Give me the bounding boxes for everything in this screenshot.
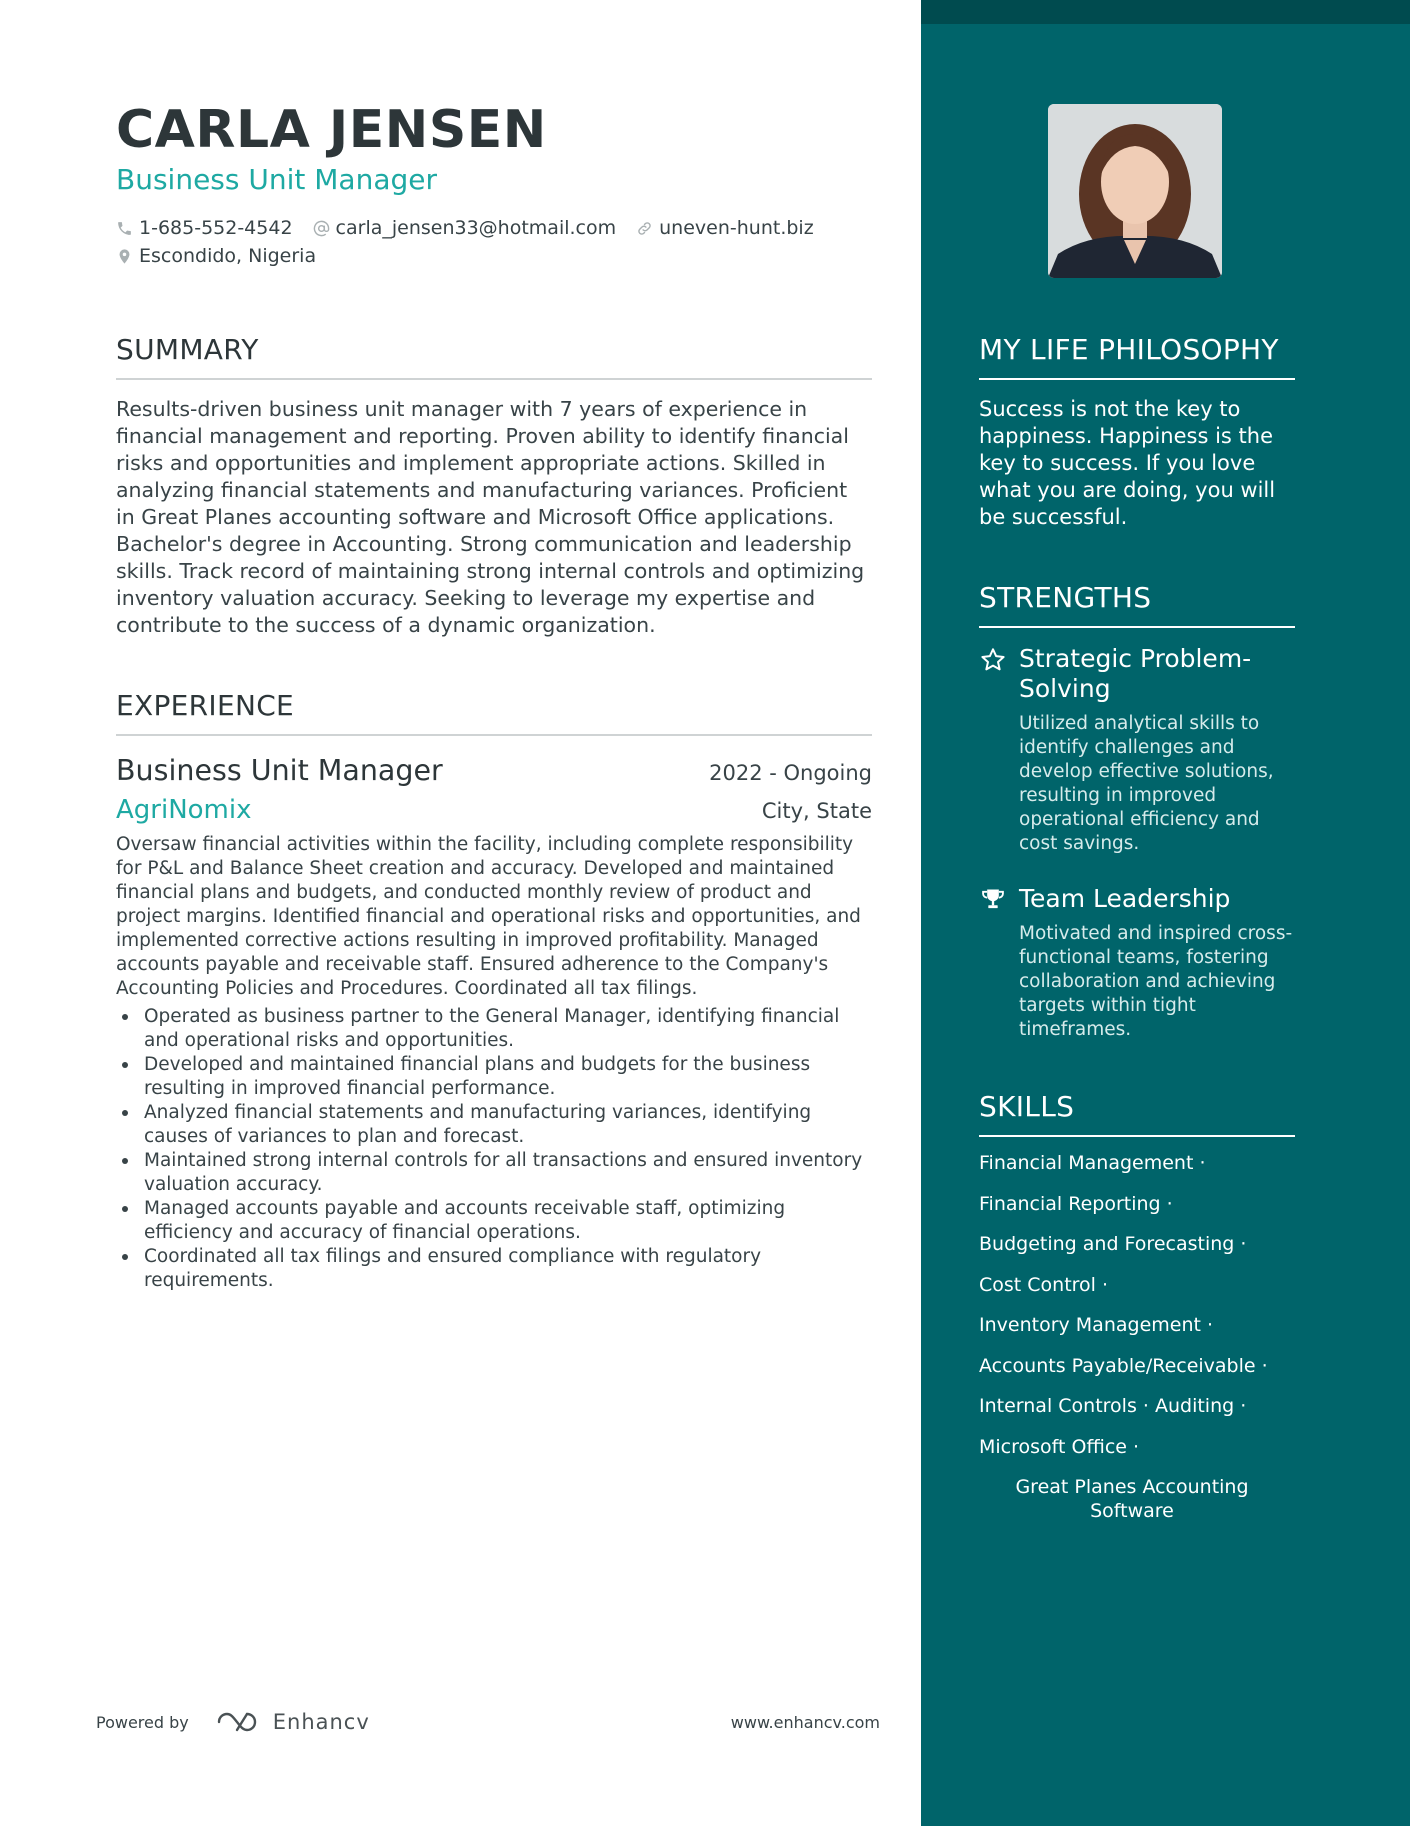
philosophy-text: Success is not the key to happiness. Happiness is the key to success. If you love what you are doing, you will be successful.	[979, 397, 1276, 529]
sidebar	[921, 0, 1410, 1826]
skill-item: Microsoft Office ·	[979, 1435, 1140, 1458]
job-location: City, State	[761, 799, 872, 823]
job-title: Business Unit Manager	[116, 754, 443, 787]
footer-website[interactable]: www.enhancv.com	[730, 1712, 880, 1732]
company-name: AgriNomix	[116, 795, 252, 825]
email-text: carla_jensen33@hotmail.com	[335, 217, 617, 239]
skill-item: Internal Controls · Auditing ·	[979, 1395, 1247, 1417]
strength-body	[1019, 644, 1295, 856]
strength-title: Strategic Problem-Solving	[1019, 644, 1252, 703]
job-subheader	[116, 793, 872, 827]
experience-heading: EXPERIENCE	[116, 689, 872, 736]
bullet-item: Coordinated all tax filings and ensured compliance with regulatory requirements.	[116, 1245, 872, 1293]
job-header	[116, 752, 872, 790]
phone-text: 1-685-552-4542	[139, 217, 293, 239]
resume-header	[116, 98, 876, 270]
philosophy-section	[979, 333, 1295, 531]
contact-phone[interactable]	[116, 214, 293, 242]
candidate-name: CARLA JENSEN	[116, 100, 547, 160]
strengths-section	[979, 581, 1295, 1042]
job-description: Oversaw financial activities within the facility, including complete responsibility for P&L and Balance Sheet creation and accuracy. Developed and maintained financial plans and budgets, and conducted monthly review of product and project margins. Identified financial and operational risks and opportunities, and implemented corrective actions resulting in improved profitability. Managed accounts payable and receivable staff. Ensured adherence to the Company's Accounting Policies and Procedures. Coordinated all tax filings.	[116, 834, 861, 999]
strength-body	[1019, 884, 1295, 1042]
contact-row	[116, 214, 876, 242]
skill-item: Great Planes Accounting Software	[1015, 1476, 1249, 1522]
brand-name: Enhancv	[272, 1710, 370, 1734]
strength-item	[979, 884, 1295, 1042]
profile-photo	[1048, 104, 1222, 278]
strength-title: Team Leadership	[1019, 884, 1231, 913]
sidebar-top-band	[921, 0, 1410, 24]
philosophy-heading: MY LIFE PHILOSOPHY	[979, 333, 1295, 380]
skills-list	[979, 1151, 1295, 1523]
skills-section	[979, 1090, 1295, 1523]
bullet-item: Managed accounts payable and accounts receivable staff, optimizing efficiency and accuracy of financial operations.	[116, 1197, 872, 1245]
bullet-item: Operated as business partner to the General Manager, identifying financial and operational risks and opportunities.	[116, 1005, 872, 1053]
at-icon	[313, 220, 330, 237]
website-text: uneven-hunt.biz	[659, 217, 814, 239]
summary-text: Results-driven business unit manager with 7 years of experience in financial management and reporting. Proven ability to identify financial risks and opportunities and implement appropriate actions. Skilled in analyzing financial statements and manufacturing variances. Proficient in Great Planes accounting software and Microsoft Office applications. Bachelor's degree in Accounting. Strong communication and leadership skills. Track record of maintaining strong internal controls and optimizing inventory valuation accuracy. Seeking to leverage my expertise and contribute to the success of a dynamic organization.	[116, 397, 865, 637]
skill-item: Inventory Management ·	[979, 1314, 1214, 1336]
skill-item: Cost Control ·	[979, 1273, 1109, 1296]
summary-heading: SUMMARY	[116, 333, 872, 380]
contact-info	[116, 214, 876, 270]
trophy-icon	[979, 886, 1007, 914]
star-icon	[979, 646, 1007, 674]
powered-by	[96, 1709, 370, 1735]
link-icon	[636, 220, 653, 237]
enhancv-logo[interactable]	[215, 1709, 370, 1735]
contact-row	[116, 242, 876, 270]
strength-description: Utilized analytical skills to identify challenges and develop effective solutions, resulting in improved operational efficiency and cost savings.	[1019, 713, 1274, 854]
summary-section	[116, 333, 872, 639]
skill-item: Financial Reporting ·	[979, 1192, 1173, 1215]
contact-location	[116, 242, 316, 270]
location-text: Escondido, Nigeria	[139, 245, 317, 267]
job-bullets	[116, 1005, 872, 1293]
skill-item: Budgeting and Forecasting ·	[979, 1233, 1247, 1255]
bullet-item: Maintained strong internal controls for all transactions and ensured inventory valuation accuracy.	[116, 1149, 872, 1197]
strengths-heading: STRENGTHS	[979, 581, 1295, 628]
bullet-item: Analyzed financial statements and manufacturing variances, identifying causes of variances to plan and forecast.	[116, 1101, 872, 1149]
contact-email[interactable]	[313, 214, 617, 242]
experience-section	[116, 689, 872, 1293]
candidate-title: Business Unit Manager	[116, 163, 438, 196]
job-dates: 2022 - Ongoing	[709, 761, 872, 785]
strength-description: Motivated and inspired cross-functional teams, fostering collaboration and achieving targets within tight timeframes.	[1019, 923, 1293, 1040]
bullet-item: Developed and maintained financial plans and budgets for the business resulting in improved financial performance.	[116, 1053, 872, 1101]
experience-entry	[116, 752, 872, 1293]
skill-item: Accounts Payable/Receivable ·	[979, 1354, 1268, 1377]
location-pin-icon	[116, 248, 133, 265]
powered-by-label: Powered by	[96, 1712, 189, 1732]
contact-website[interactable]	[636, 214, 814, 242]
enhancv-logo-icon	[215, 1709, 263, 1735]
skills-heading: SKILLS	[979, 1090, 1295, 1137]
strength-item	[979, 644, 1295, 856]
phone-icon	[116, 220, 133, 237]
footer	[96, 1705, 880, 1739]
skill-item: Financial Management ·	[979, 1152, 1206, 1174]
